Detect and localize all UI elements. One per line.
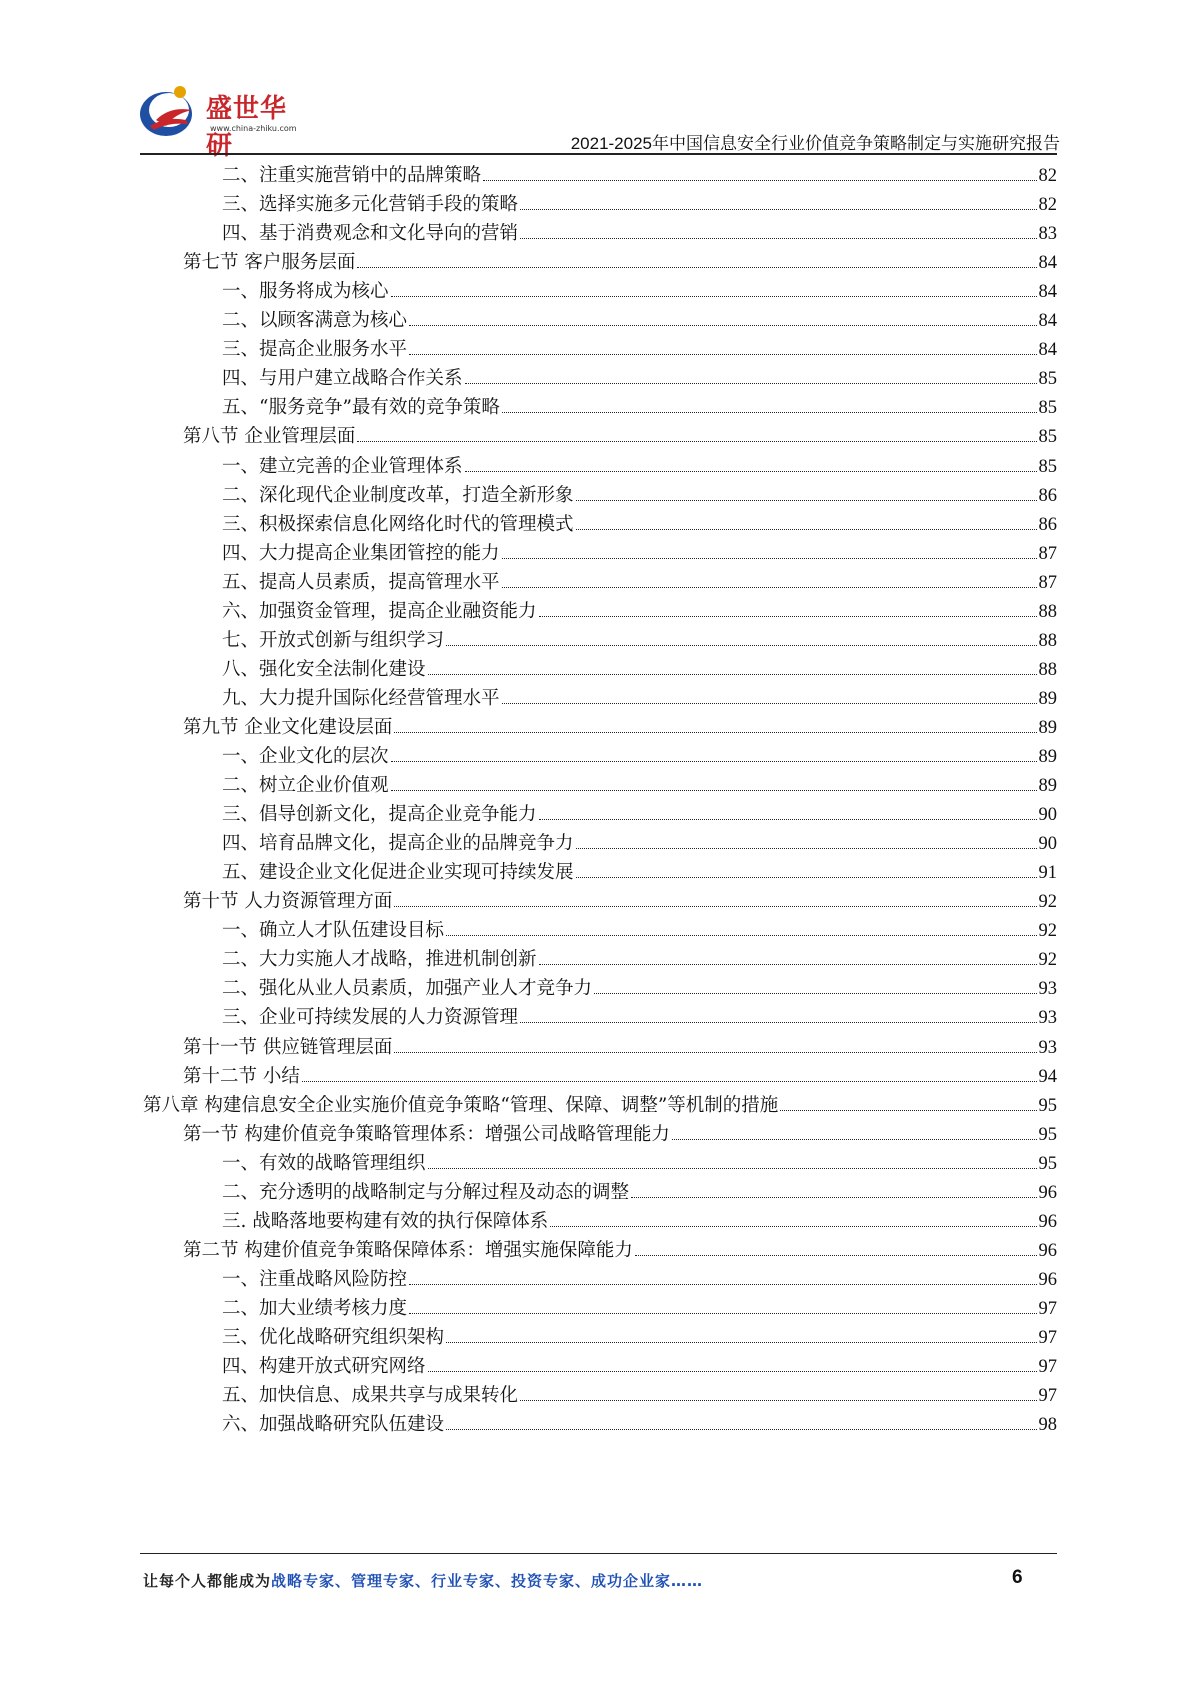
toc-dot-leader <box>409 1284 1036 1285</box>
toc-dot-leader <box>550 1226 1036 1227</box>
toc-entry-title: 第八节 企业管理层面 <box>183 426 356 448</box>
toc-dot-leader <box>672 1139 1037 1140</box>
toc-entry[interactable] <box>222 1207 1057 1237</box>
toc-entry[interactable] <box>183 1033 1057 1063</box>
toc-dot-leader <box>502 412 1037 413</box>
logo-url: www.china-zhiku.com <box>210 124 297 133</box>
toc-dot-leader <box>394 732 1036 733</box>
toc-entry-title: 七、开放式创新与组织学习 <box>222 629 445 651</box>
footer-slogan-highlight: 战略专家、管理专家、行业专家、投资专家、成功企业家…… <box>271 1572 704 1590</box>
toc-page-number: 84 <box>1038 282 1057 303</box>
toc-entry[interactable] <box>222 1294 1057 1324</box>
toc-page-number: 96 <box>1038 1211 1057 1232</box>
toc-page-number: 97 <box>1038 1357 1057 1378</box>
toc-entry-title: 第二节 构建价值竞争策略保障体系：增强实施保障能力 <box>183 1239 633 1261</box>
toc-entry-title: 三、倡导创新文化，提高企业竞争能力 <box>222 804 537 826</box>
toc-dot-leader <box>446 1429 1036 1430</box>
toc-entry-title: 一、有效的战略管理组织 <box>222 1152 426 1174</box>
toc-entry[interactable] <box>222 742 1057 772</box>
toc-dot-leader <box>576 529 1037 530</box>
toc-entry[interactable] <box>222 684 1057 714</box>
toc-entry[interactable] <box>222 481 1057 511</box>
toc-page-number: 95 <box>1038 1153 1057 1174</box>
toc-entry[interactable] <box>143 1091 1057 1121</box>
toc-entry[interactable] <box>183 1236 1057 1266</box>
toc-entry-title: 四、培育品牌文化，提高企业的品牌竞争力 <box>222 833 574 855</box>
toc-entry[interactable] <box>222 1381 1057 1411</box>
toc-entry[interactable] <box>222 1265 1057 1295</box>
toc-entry-title: 一、确立人才队伍建设目标 <box>222 920 445 942</box>
toc-entry-title: 二、注重实施营销中的品牌策略 <box>222 165 482 186</box>
toc-entry[interactable] <box>222 1410 1057 1440</box>
toc-entry-title: 二、深化现代企业制度改革，打造全新形象 <box>222 484 574 506</box>
toc-page-number: 82 <box>1038 166 1057 186</box>
toc-page-number: 88 <box>1038 659 1057 680</box>
toc-page-number: 95 <box>1038 1095 1057 1116</box>
toc-page-number: 95 <box>1038 1124 1057 1145</box>
toc-entry[interactable] <box>222 1178 1057 1208</box>
toc-dot-leader <box>594 993 1036 994</box>
toc-entry-title: 第十二节 小结 <box>183 1065 300 1087</box>
toc-page-number: 93 <box>1038 1008 1057 1029</box>
toc-dot-leader <box>428 1371 1037 1372</box>
toc-dot-leader <box>391 296 1037 297</box>
toc-dot-leader <box>635 1255 1037 1256</box>
toc-page-number: 84 <box>1038 253 1057 274</box>
toc-entry-title: 二、强化从业人员素质，加强产业人才竞争力 <box>222 978 593 1000</box>
toc-page-number: 90 <box>1038 805 1057 826</box>
toc-dot-leader <box>631 1197 1036 1198</box>
toc-dot-leader <box>357 441 1036 442</box>
toc-entry[interactable] <box>222 858 1057 888</box>
toc-entry-title: 二、树立企业价值观 <box>222 775 389 797</box>
toc-entry-title: 四、大力提高企业集团管控的能力 <box>222 542 500 564</box>
toc-page-number: 82 <box>1038 195 1057 216</box>
toc-entry[interactable] <box>222 364 1057 394</box>
toc-entry[interactable] <box>222 568 1057 598</box>
toc-dot-leader <box>409 354 1036 355</box>
toc-page-number: 85 <box>1038 369 1057 390</box>
toc-dot-leader <box>391 761 1037 762</box>
toc-entry[interactable] <box>183 1062 1057 1092</box>
toc-page-number: 87 <box>1038 543 1057 564</box>
toc-page-number: 98 <box>1038 1415 1057 1436</box>
toc-entry-title: 六、加强资金管理，提高企业融资能力 <box>222 600 537 622</box>
toc-entry-title: 三、企业可持续发展的人力资源管理 <box>222 1007 519 1029</box>
toc-page-number: 96 <box>1038 1269 1057 1290</box>
toc-dot-leader <box>465 471 1037 472</box>
toc-entry[interactable] <box>222 539 1057 569</box>
toc-dot-leader <box>394 906 1036 907</box>
toc-page-number: 85 <box>1038 456 1057 477</box>
toc-page-number: 94 <box>1038 1066 1057 1087</box>
page-number: 6 <box>1012 1567 1023 1588</box>
toc-dot-leader <box>357 267 1036 268</box>
toc-page-number: 92 <box>1038 950 1057 971</box>
toc-entry-title: 一、注重战略风险防控 <box>222 1268 408 1290</box>
toc-dot-leader <box>502 558 1037 559</box>
page-header <box>140 80 1060 161</box>
toc-dot-leader <box>394 1052 1036 1053</box>
toc-entry-title: 四、构建开放式研究网络 <box>222 1356 426 1378</box>
toc-dot-leader <box>409 1313 1036 1314</box>
toc-page-number: 84 <box>1038 311 1057 332</box>
logo-name: 盛世华研 <box>206 94 288 161</box>
toc-entry-title: 五、提高人员素质，提高管理水平 <box>222 571 500 593</box>
toc-entry[interactable] <box>222 306 1057 336</box>
toc-dot-leader <box>576 848 1037 849</box>
toc-entry[interactable] <box>222 974 1057 1004</box>
toc-entry-title: 五、加快信息、成果共享与成果转化 <box>222 1385 519 1407</box>
toc-page-number: 96 <box>1038 1240 1057 1261</box>
toc-entry[interactable] <box>222 1003 1057 1033</box>
toc-page-number: 89 <box>1038 747 1057 767</box>
toc-dot-leader <box>428 674 1037 675</box>
toc-entry-title: 三、提高企业服务水平 <box>222 339 408 361</box>
toc-entry[interactable] <box>222 597 1057 627</box>
toc-dot-leader <box>446 935 1036 936</box>
toc-entry[interactable] <box>222 219 1057 249</box>
footer-divider <box>140 1553 1057 1554</box>
toc-entry[interactable] <box>183 713 1057 743</box>
toc-page-number: 85 <box>1038 427 1057 448</box>
toc-dot-leader <box>520 238 1036 239</box>
toc-entry-title: 三. 战略落地要构建有效的执行保障体系 <box>222 1210 549 1232</box>
toc-dot-leader <box>483 180 1036 181</box>
toc-dot-leader <box>391 790 1037 791</box>
toc-entry-title: 二、加大业绩考核力度 <box>222 1297 408 1319</box>
toc-entry[interactable] <box>222 393 1057 423</box>
toc-entry-title: 三、优化战略研究组织架构 <box>222 1327 445 1348</box>
toc-dot-leader <box>520 1400 1036 1401</box>
toc-dot-leader <box>576 500 1037 501</box>
toc-entry-title: 六、加强战略研究队伍建设 <box>222 1414 445 1436</box>
toc-page-number: 87 <box>1038 572 1057 593</box>
toc-entry[interactable] <box>222 190 1057 220</box>
toc-page-number: 89 <box>1038 688 1057 709</box>
toc-dot-leader <box>539 819 1037 820</box>
logo-emblem-icon <box>136 80 206 140</box>
toc-dot-leader <box>539 616 1037 617</box>
toc-entry[interactable] <box>183 422 1057 452</box>
toc-page-number: 97 <box>1038 1298 1057 1319</box>
toc-page-number: 84 <box>1038 340 1057 361</box>
toc-dot-leader <box>465 383 1037 384</box>
toc-dot-leader <box>539 964 1037 965</box>
toc-page-number: 83 <box>1038 224 1057 245</box>
toc-entry[interactable] <box>222 626 1057 656</box>
toc-page-number: 91 <box>1038 863 1057 884</box>
toc-entry-title: 第一节 构建价值竞争策略管理体系：增强公司战略管理能力 <box>183 1123 670 1145</box>
toc-dot-leader <box>409 325 1036 326</box>
toc-page-number: 96 <box>1038 1182 1057 1203</box>
toc-dot-leader <box>520 209 1036 210</box>
toc-entry[interactable] <box>222 1149 1057 1179</box>
toc-entry-title: 第七节 客户服务层面 <box>183 252 356 274</box>
toc-entry[interactable] <box>183 248 1057 278</box>
toc-page-number: 90 <box>1038 834 1057 855</box>
toc-entry[interactable] <box>222 161 1057 191</box>
toc-entry[interactable] <box>183 887 1057 917</box>
toc-page-number: 85 <box>1038 398 1057 419</box>
toc-page-number: 86 <box>1038 514 1057 535</box>
toc-dot-leader <box>502 587 1037 588</box>
toc-entry-title: 第八章 构建信息安全企业实施价值竞争策略“管理、保障、调整”等机制的措施 <box>143 1094 779 1116</box>
toc-page-number: 97 <box>1038 1386 1057 1407</box>
toc-entry-title: 五、“服务竞争”最有效的竞争策略 <box>222 397 500 419</box>
toc-page-number: 92 <box>1038 892 1057 913</box>
toc-entry[interactable] <box>222 771 1057 801</box>
toc-entry-title: 二、以顾客满意为核心 <box>222 310 408 332</box>
toc-entry-title: 二、大力实施人才战略，推进机制创新 <box>222 949 537 971</box>
toc-entry[interactable] <box>222 510 1057 540</box>
footer-slogan-prefix: 让每个人都能成为 <box>143 1572 272 1590</box>
toc-entry[interactable] <box>222 335 1057 365</box>
toc-entry[interactable] <box>222 800 1057 830</box>
toc-entry-title: 第九节 企业文化建设层面 <box>183 716 393 738</box>
toc-dot-leader <box>576 877 1037 878</box>
toc-entry-title: 三、积极探索信息化网络化时代的管理模式 <box>222 513 574 535</box>
toc-entry-title: 五、建设企业文化促进企业实现可持续发展 <box>222 862 574 884</box>
toc-dot-leader <box>446 645 1036 646</box>
toc-entry[interactable] <box>222 1352 1057 1382</box>
toc-dot-leader <box>502 703 1037 704</box>
toc-entry[interactable] <box>183 1120 1057 1150</box>
toc-page-number: 89 <box>1038 776 1057 797</box>
toc-entry[interactable] <box>222 1323 1057 1353</box>
toc-entry-title: 八、强化安全法制化建设 <box>222 658 426 680</box>
toc-page-number: 86 <box>1038 485 1057 506</box>
toc-page-number: 89 <box>1038 717 1057 738</box>
toc-entry-title: 一、建立完善的企业管理体系 <box>222 455 463 477</box>
toc-page-number: 93 <box>1038 1037 1057 1058</box>
toc-dot-leader <box>520 1022 1036 1023</box>
toc-entry[interactable] <box>222 277 1057 307</box>
header-divider <box>140 153 1057 155</box>
toc-dot-leader <box>428 1168 1037 1169</box>
toc-entry-title: 第十一节 供应链管理层面 <box>183 1036 393 1058</box>
toc-page-number: 93 <box>1038 979 1057 1000</box>
toc-entry-title: 四、与用户建立战略合作关系 <box>222 368 463 390</box>
toc-dot-leader <box>780 1110 1036 1111</box>
toc-page-number: 97 <box>1038 1328 1057 1348</box>
toc-entry[interactable] <box>222 655 1057 685</box>
toc-entry-title: 四、基于消费观念和文化导向的营销 <box>222 223 519 245</box>
toc-entry-title: 一、企业文化的层次 <box>222 746 389 767</box>
toc-entry-title: 九、大力提升国际化经营管理水平 <box>222 687 500 709</box>
toc-entry[interactable] <box>222 916 1057 946</box>
toc-entry[interactable] <box>222 829 1057 859</box>
footer-slogan <box>143 1570 703 1591</box>
toc-page-number: 88 <box>1038 601 1057 622</box>
document-title: 2021-2025年中国信息安全行业价值竞争策略制定与实施研究报告 <box>570 134 1060 153</box>
toc-entry-title: 二、充分透明的战略制定与分解过程及动态的调整 <box>222 1181 630 1203</box>
toc-entry-title: 一、服务将成为核心 <box>222 281 389 303</box>
toc-entry-title: 第十节 人力资源管理方面 <box>183 891 393 913</box>
toc-page-number: 92 <box>1038 921 1057 942</box>
toc-page-number: 88 <box>1038 630 1057 651</box>
toc-dot-leader <box>302 1081 1037 1082</box>
toc-entry[interactable] <box>222 945 1057 975</box>
toc-entry[interactable] <box>222 452 1057 482</box>
toc-entry-title: 三、选择实施多元化营销手段的策略 <box>222 194 519 216</box>
company-logo <box>140 80 310 161</box>
toc-dot-leader <box>446 1342 1036 1343</box>
